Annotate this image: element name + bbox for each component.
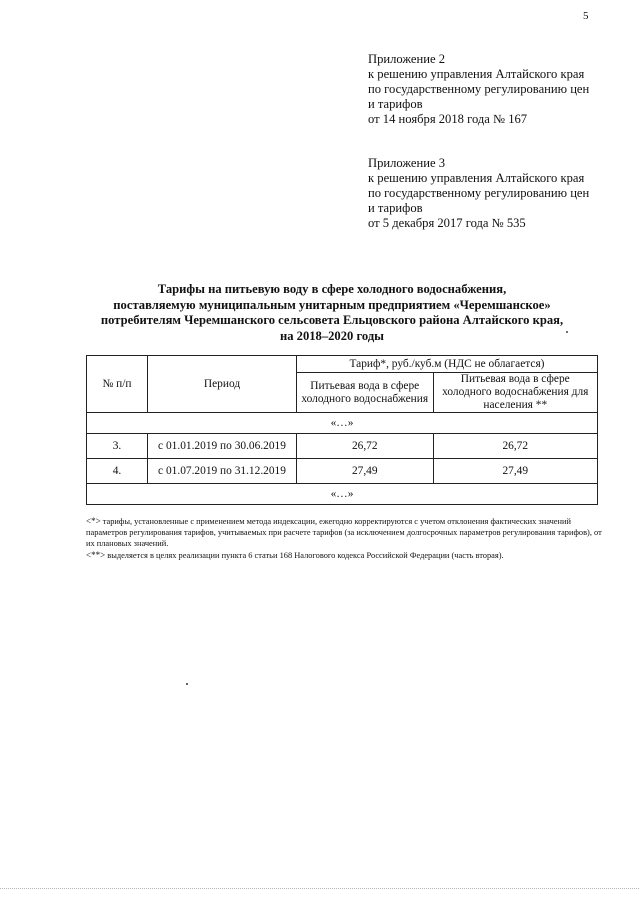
- cell-population: 27,49: [433, 459, 597, 484]
- cell-general: 27,49: [297, 459, 434, 484]
- table-row: [87, 434, 598, 459]
- title-line: поставляемую муниципальным унитарным предприятием «Черемшанское»: [113, 297, 551, 312]
- footnote-mark: <*>: [86, 516, 101, 526]
- appendix-2-line: по государственному регулированию цен: [368, 82, 590, 96]
- appendix-3-line: Приложение 3: [368, 156, 446, 170]
- page-number: 5: [583, 10, 589, 22]
- appendix-2-line: к решению управления Алтайского края: [368, 67, 585, 81]
- document-title: [60, 282, 604, 344]
- appendix-3-line: к решению управления Алтайского края: [368, 171, 585, 185]
- ellipsis-top: «…»: [87, 413, 598, 434]
- table-row: [87, 459, 598, 484]
- footnote-text: тарифы, установленные с применением метода индексации, ежегодно корректируются с учетом отклонения фактических значений параметров регулирования тарифов, учитываемых при расчете тарифов (за исключением долгосрочных параметров регулирования тарифов), от их плановых значений.: [86, 517, 602, 548]
- footnotes: [86, 516, 606, 563]
- table-header-row: [87, 356, 598, 373]
- scan-speck: [186, 683, 188, 685]
- cell-period: с 01.01.2019 по 30.06.2019: [148, 434, 297, 459]
- appendix-2-line: Приложение 2: [368, 52, 446, 66]
- table-row-ellipsis: [87, 484, 598, 505]
- title-line: на 2018–2020 годы: [279, 328, 385, 343]
- footnote-mark: <**>: [86, 550, 106, 561]
- appendix-3-line: от 5 декабря 2017 года № 535: [368, 216, 526, 230]
- footnote: [86, 516, 606, 549]
- appendix-2-heading: [368, 52, 589, 127]
- scan-bottom-edge: [0, 888, 639, 889]
- cell-general: 26,72: [297, 434, 434, 459]
- header-general: Питьевая вода в сфере холодного водоснабжения: [297, 373, 434, 413]
- title-line: Тарифы на питьевую воду в сфере холодного водоснабжения,: [157, 282, 507, 296]
- cell-population: 26,72: [433, 434, 597, 459]
- appendix-3-line: по государственному регулированию цен: [368, 186, 590, 200]
- scan-speck: [566, 331, 568, 333]
- cell-period: с 01.07.2019 по 31.12.2019: [148, 459, 297, 484]
- header-num: № п/п: [87, 356, 148, 413]
- table-row-ellipsis: [87, 413, 598, 434]
- header-population: Питьевая вода в сфере холодного водоснабжения для населения **: [433, 373, 597, 413]
- appendix-3-line: и тарифов: [368, 201, 423, 215]
- title-line: потребителям Черемшанского сельсовета Ельцовского района Алтайского края,: [100, 313, 564, 327]
- cell-num: 3.: [87, 434, 148, 459]
- appendix-3-heading: [368, 156, 589, 231]
- header-tariff-group: Тариф*, руб./куб.м (НДС не облагается): [297, 356, 598, 373]
- footnote: [86, 550, 606, 562]
- appendix-2-line: и тарифов: [368, 97, 423, 111]
- ellipsis-bottom: «…»: [87, 484, 598, 505]
- footnote-text: выделяется в целях реализации пункта 6 статьи 168 Налогового кодекса Российской Федерации (часть вторая).: [107, 551, 504, 561]
- appendix-2-line: от 14 ноября 2018 года № 167: [368, 112, 528, 126]
- tariff-table: [86, 355, 598, 505]
- header-period: Период: [148, 356, 297, 413]
- cell-num: 4.: [87, 459, 148, 484]
